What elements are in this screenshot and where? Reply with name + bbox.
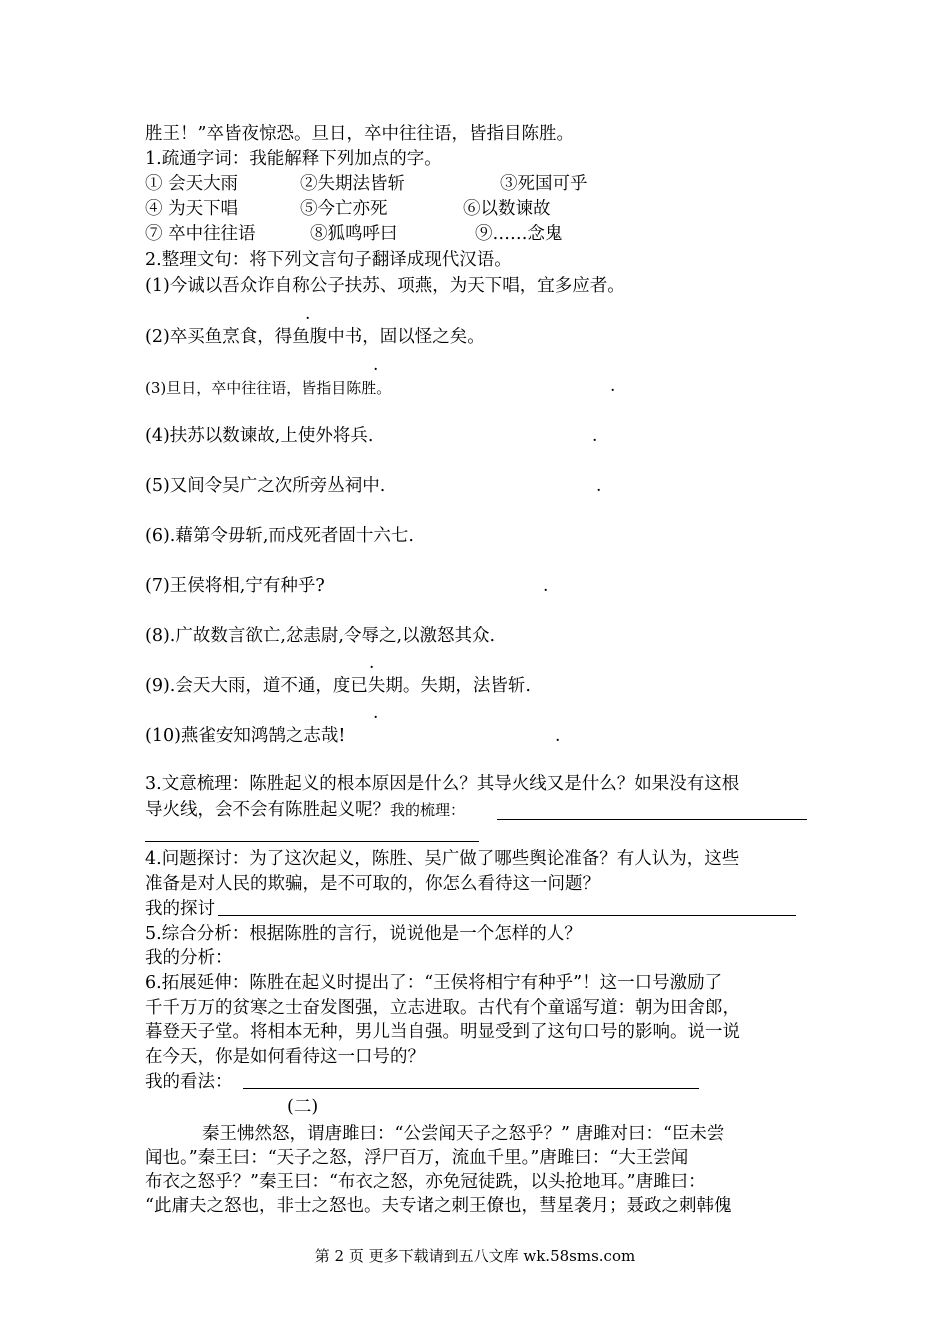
translate-item: (7)王侯将相,宁有种乎? [145, 576, 325, 596]
translate-item: (8).广故数言欲亡,忿恚尉,令辱之,以激怒其众. [145, 626, 496, 646]
passage-line: 布衣之怒乎？”秦王曰：“布衣之怒，亦免冠徒跣，以头抢地耳。”唐雎曰： [145, 1172, 706, 1192]
answer-dot: . [369, 653, 375, 673]
vocab-row-3 [145, 222, 563, 246]
vocab-row-1 [145, 172, 588, 196]
vocab-item: ⑥以数谏故 [463, 199, 551, 219]
translate-item: (3)旦日，卒中往往语，皆指目陈胜。 [145, 379, 392, 397]
answer-dot: . [373, 355, 379, 375]
q6-line1: 6.拓展延伸：陈胜在起义时提出了：“王侯将相宁有种乎”！这一口号激励了 [145, 973, 723, 993]
q3-answer-line[interactable] [497, 819, 807, 820]
q2-title: 2.整理文句：将下列文言句子翻译成现代汉语。 [145, 250, 512, 270]
q4-answer-line[interactable] [218, 915, 796, 916]
q6-line3: 暮登天子堂。将相本无种，男儿当自强。明显受到了这句口号的影响。说一说 [145, 1022, 740, 1042]
q3-answer-label: 我的梳理： [390, 801, 466, 819]
q1-title: 1.疏通字词：我能解释下列加点的字。 [145, 149, 442, 169]
answer-dot: . [543, 576, 549, 596]
translate-item: (9).会天大雨，道不通，度已失期。失期，法皆斩. [145, 676, 531, 696]
vocab-item: ④ 为天下唱 [145, 199, 239, 219]
answer-dot: . [373, 703, 379, 723]
translate-item: (1)今诚以吾众诈自称公子扶苏、项燕，为天下唱，宜多应者。 [145, 276, 625, 296]
q5-line1: 5.综合分析：根据陈胜的言行，说说他是一个怎样的人？ [145, 924, 582, 944]
answer-dot: . [596, 476, 602, 496]
vocab-item: ⑧狐鸣呼曰 [310, 224, 398, 244]
q4-line1: 4.问题探讨：为了这次起义，陈胜、吴广做了哪些舆论准备？有人认为，这些 [145, 849, 740, 869]
q6-line2: 千千万万的贫寒之士奋发图强，立志进取。古代有个童谣写道：朝为田舍郎， [145, 998, 740, 1018]
translate-item: (5)又间令吴广之次所旁丛祠中. [145, 476, 386, 496]
answer-dot: . [305, 304, 311, 324]
page-footer: 第 2 页 更多下载请到五八文库 wk.58sms.com [314, 1247, 636, 1265]
q3-answer-line-2[interactable] [145, 841, 479, 842]
intro-line: 胜王！”卒皆夜惊恐。旦日，卒中往往语，皆指目陈胜。 [145, 124, 574, 144]
passage-line: 秦王怫然怒，谓唐雎曰：“公尝闻天子之怒乎？” 唐雎对曰：“臣未尝 [202, 1124, 725, 1144]
q4-line2: 准备是对人民的欺骗，是不可取的，你怎么看待这一问题？ [145, 874, 600, 894]
vocab-item: ⑨……念鬼 [475, 224, 563, 244]
translate-item: (10)燕雀安知鸿鹄之志哉! [145, 726, 346, 746]
q3-line2: 导火线，会不会有陈胜起义呢？我的梳理： [145, 800, 466, 820]
answer-dot: . [592, 426, 598, 446]
section-heading: (二) [287, 1097, 319, 1117]
vocab-row-2 [145, 197, 551, 221]
q3-line1: 3.文意梳理：陈胜起义的根本原因是什么？其导火线又是什么？如果没有这根 [145, 774, 740, 794]
translate-item: (4)扶苏以数谏故,上使外将兵. [145, 426, 374, 446]
vocab-item: ③死国可乎 [500, 174, 588, 194]
q6-answer-line[interactable] [243, 1088, 699, 1089]
q6-answer-label: 我的看法： [145, 1072, 233, 1092]
passage-line: 闻也。”秦王曰：“天子之怒，浮尸百万，流血千里。”唐雎曰：“大王尝闻 [145, 1148, 689, 1168]
q5-answer-label: 我的分析： [145, 948, 233, 968]
vocab-item: ②失期法皆斩 [300, 174, 405, 194]
q6-line4: 在今天，你是如何看待这一口号的？ [145, 1047, 425, 1067]
vocab-item: ① 会天大雨 [145, 174, 239, 194]
q4-answer-label: 我的探讨 [145, 899, 215, 919]
answer-dot: . [610, 376, 616, 396]
passage-line: “此庸夫之怒也，非士之怒也。夫专诸之刺王僚也，彗星袭月；聂政之刺韩傀 [145, 1196, 732, 1216]
translate-item: (6).藉第令毋斩,而戍死者固十六七. [145, 526, 414, 546]
translate-item: (2)卒买鱼烹食，得鱼腹中书，固以怪之矣。 [145, 327, 485, 347]
vocab-item: ⑦ 卒中往往语 [145, 224, 256, 244]
vocab-item: ⑤今亡亦死 [300, 199, 388, 219]
answer-dot: . [555, 726, 561, 746]
